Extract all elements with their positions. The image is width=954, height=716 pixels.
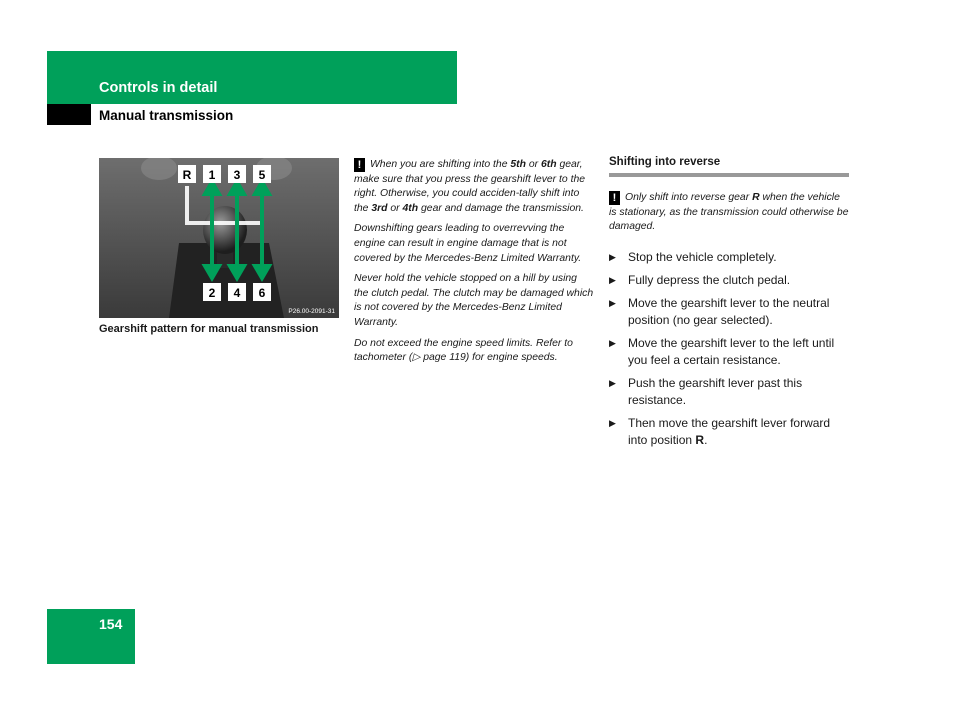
step-item: ▶ Then move the gearshift lever forward into position R. (609, 415, 831, 447)
subsection-title: Manual transmission (99, 108, 234, 123)
gear-label-4: 4 (233, 286, 241, 300)
gearshift-pattern-figure (99, 158, 339, 318)
gear-label-1: 1 (208, 168, 216, 182)
section-title: Controls in detail (99, 80, 218, 96)
step-arrow-icon: ▶ (609, 417, 616, 428)
shift-warning-paragraph: ! When you are shifting into the 5th or 6th gear, make sure that you press the gearshift lever to the right. Otherwise, you could acciden-tally shift into the 3rd or 4th gear and damage the transmission. (354, 159, 586, 214)
header-band (47, 51, 457, 104)
step-item: ▶ Stop the vehicle completely. (609, 249, 777, 264)
page-number: 154 (99, 616, 123, 632)
gear-label-5: 5 (258, 168, 266, 182)
image-code: P26.00-2091-31 (288, 308, 335, 315)
figure-caption: Gearshift pattern for manual transmission (99, 323, 319, 335)
step-arrow-icon: ▶ (609, 337, 616, 348)
reverse-instructions (609, 156, 849, 455)
warning-notes (354, 158, 594, 372)
gear-label-6: 6 (258, 286, 266, 300)
step-item: ▶ Fully depress the clutch pedal. (609, 272, 791, 287)
warning-icon: ! (354, 158, 365, 172)
section-marker-tab (47, 104, 91, 125)
step-arrow-icon: ▶ (609, 297, 616, 308)
gear-knob (203, 206, 247, 254)
clutch-hill-paragraph: Never hold the vehicle stopped on a hill by using the clutch pedal. The clutch may be damaged which is not covered by the Mercedes-Benz Limited Warranty. (354, 273, 594, 328)
gear-label-2: 2 (208, 286, 216, 300)
step-arrow-icon: ▶ (609, 251, 616, 262)
gear-label-3: 3 (233, 168, 241, 182)
step-arrow-icon: ▶ (609, 377, 616, 388)
step-arrow-icon: ▶ (609, 274, 616, 285)
gear-label-r: R (182, 168, 192, 182)
step-item: ▶ Move the gearshift lever to the neutral position (no gear selected). (609, 295, 830, 327)
step-item: ▶ Push the gearshift lever past this resistance. (609, 375, 803, 407)
reverse-heading: Shifting into reverse (609, 156, 849, 177)
reverse-warning: ! Only shift into reverse gear R when the vehicle is stationary, as the transmission could otherwise be damaged. (609, 192, 849, 233)
warning-icon: ! (609, 191, 620, 205)
downshift-paragraph: Downshifting gears leading to overrevving the engine can result in engine damage that is not covered by the Mercedes-Benz Limited Warranty. (354, 223, 582, 264)
engine-speed-paragraph: Do not exceed the engine speed limits. Refer to tachometer (▷ page 119) for engine speeds. (354, 337, 573, 364)
step-item: ▶ Move the gearshift lever to the left until you feel a certain resistance. (609, 335, 835, 367)
page-reference-icon: ▷ (412, 352, 421, 364)
